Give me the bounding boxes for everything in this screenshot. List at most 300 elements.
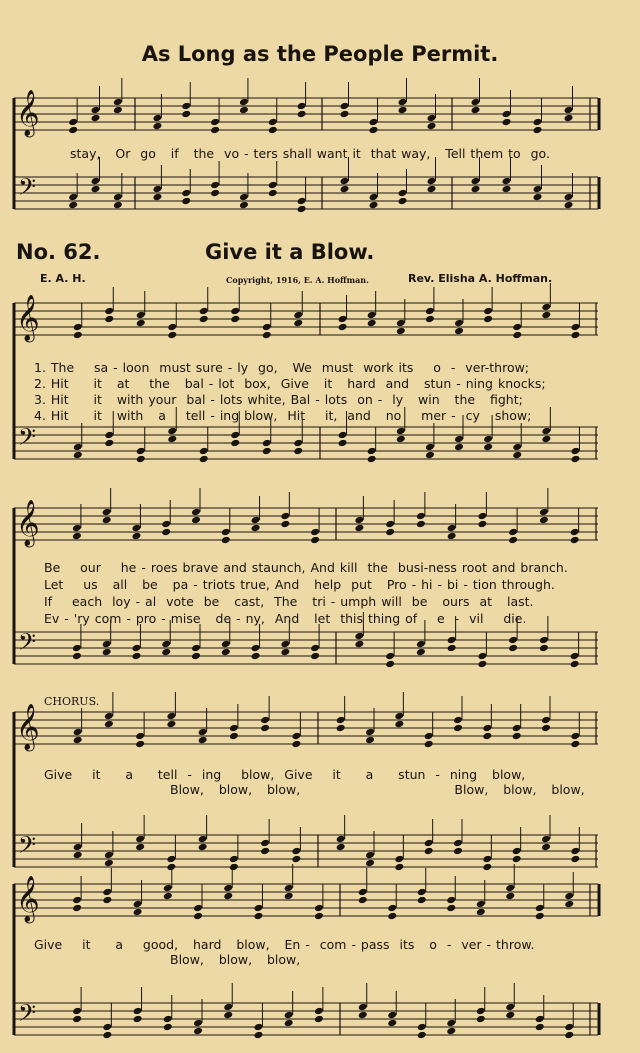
system-1-bass-note	[340, 177, 350, 186]
system-3-bass-note	[354, 640, 364, 649]
system-4-bass-note	[73, 851, 83, 860]
system-1-bass-note	[398, 189, 408, 198]
system-4-bass-note	[394, 863, 404, 872]
system-5-bass-note	[476, 1007, 486, 1016]
system-1-bass-note	[471, 177, 481, 186]
system-3-bass-clef: 𝄢	[18, 628, 37, 661]
system-1-bass-note	[533, 185, 543, 194]
system-5-bass-note	[564, 1023, 574, 1032]
system-3-bass-note	[310, 652, 320, 661]
system-2-treble-note	[262, 331, 272, 340]
system-1-treble-note	[181, 110, 191, 119]
system-5-bass-note	[387, 1011, 397, 1020]
system-4-bass-note	[336, 835, 346, 844]
system-2-treble-clef: 𝄞	[16, 295, 40, 341]
system-2-treble-note	[570, 323, 580, 332]
system-5-treble-note	[417, 896, 427, 905]
system-2-bass-note	[512, 443, 522, 452]
system-1-bass-note	[113, 193, 123, 202]
system-2-treble-note	[483, 315, 493, 324]
hymn-number: No. 62.	[16, 240, 101, 264]
system-1-treble-note	[533, 118, 543, 127]
system-4-treble-note	[260, 716, 270, 725]
system-1-treble-clef: 𝄞	[16, 90, 40, 136]
system-1-treble-note	[369, 118, 379, 127]
system-4-treble-note	[541, 716, 551, 725]
system-4-treble-note	[73, 736, 83, 745]
system-3-treble-note	[191, 516, 201, 525]
system-3-treble-note	[310, 536, 320, 545]
system-3-treble-note	[354, 524, 364, 533]
system-2-treble-note	[136, 311, 146, 320]
system-3-bass-note	[161, 640, 171, 649]
system-5-treble-note	[102, 888, 112, 897]
verse-4-line-2: Ev - 'ry com - pro - mise de - ny, And let this thing of e - vil die.	[44, 611, 527, 626]
system-2-treble-note	[396, 327, 406, 336]
system-4-treble-clef: 𝄞	[16, 704, 40, 750]
system-2-bass-note	[570, 447, 580, 456]
system-3-treble-note	[161, 520, 171, 529]
system-1-bass-note	[369, 201, 379, 210]
system-1-treble-note	[91, 106, 101, 115]
system-2-bass-note	[73, 451, 83, 460]
system-5-treble-note	[446, 896, 456, 905]
system-1-bass-note	[68, 193, 78, 202]
system-5-bass-note	[387, 1019, 397, 1028]
system-1-bass-note	[340, 185, 350, 194]
system-1-treble-note	[471, 98, 481, 107]
system-3-treble-note	[477, 520, 487, 529]
system-5-bass-note	[446, 1019, 456, 1028]
system-5-treble-note	[358, 888, 368, 897]
system-4-treble-note	[424, 732, 434, 741]
system-2-bass-note	[262, 439, 272, 448]
system-2-treble-note	[199, 307, 209, 316]
upper-song-title: As Long as the People Permit.	[141, 42, 499, 66]
system-4-bass-note	[453, 847, 463, 856]
system-5-bass-note	[314, 1007, 324, 1016]
system-1-bass-note	[152, 185, 162, 194]
system-5-treble-note	[387, 904, 397, 913]
system-5-treble-note	[446, 904, 456, 913]
system-5-treble-note	[223, 884, 233, 893]
system-3-treble-note	[539, 508, 549, 517]
system-2-bass-note	[512, 451, 522, 460]
system-4-treble-note	[453, 724, 463, 733]
system-5-bass-note	[223, 1003, 233, 1012]
system-2-treble-note	[512, 331, 522, 340]
system-5-treble-note	[387, 912, 397, 921]
verse-3-line-1: 3. Hit it with your bal - lots white, Bal - lots on - ly win the fight;	[34, 392, 523, 407]
chorus-label: CHORUS.	[44, 695, 100, 708]
system-4-treble-note	[336, 724, 346, 733]
system-5-bass-clef: 𝄢	[18, 999, 37, 1032]
system-2-treble-note	[136, 319, 146, 328]
system-3-bass-note	[477, 660, 487, 669]
system-5-treble-note	[163, 884, 173, 893]
system-5-treble-note	[253, 904, 263, 913]
system-3-bass-note	[251, 644, 261, 653]
system-3-treble-note	[280, 512, 290, 521]
system-4-bass-note	[482, 863, 492, 872]
system-3-treble-note	[280, 520, 290, 529]
system-4-bass-note	[541, 843, 551, 852]
system-1-bass-note	[564, 201, 574, 210]
system-5-bass-note	[193, 1027, 203, 1036]
system-1-treble-note	[68, 118, 78, 127]
chorus-line-2-bass: Blow, blow, blow,	[170, 952, 301, 967]
system-4-treble-note	[229, 724, 239, 733]
hymn-title: Give it a Blow.	[205, 240, 375, 264]
system-1-treble-note	[369, 126, 379, 135]
system-2-bass-note	[230, 439, 240, 448]
system-2-bass-note	[199, 455, 209, 464]
verse-3-line-2: If each loy - al vote be cast, The tri - umph will be ours at last.	[44, 594, 534, 609]
system-3-bass-note	[161, 648, 171, 657]
system-4-treble-note	[570, 732, 580, 741]
system-4-treble-note	[260, 724, 270, 733]
system-2-bass-note	[396, 435, 406, 444]
system-1-bass-note	[268, 181, 278, 190]
system-5-treble-note	[314, 904, 324, 913]
system-5-bass-note	[102, 1023, 112, 1032]
system-5-treble-note	[564, 892, 574, 901]
system-2-bass-note	[199, 447, 209, 456]
system-5-treble-note	[253, 912, 263, 921]
chorus-line-1-bass: Blow, blow, blow, Blow, blow, blow,	[170, 782, 585, 797]
system-1-bass-note	[297, 197, 307, 206]
system-4-bass-note	[198, 835, 208, 844]
system-3-bass-note	[72, 652, 82, 661]
verse-1-line-2: Be our he - roes brave and staunch, And kill the busi-ness root and branch.	[44, 560, 568, 575]
system-5-treble-note	[476, 908, 486, 917]
system-5-bass-note	[358, 1011, 368, 1020]
system-3-bass-note	[310, 644, 320, 653]
system-4-treble-note	[291, 732, 301, 741]
system-5-bass-note	[564, 1031, 574, 1040]
system-2-bass-note	[483, 443, 493, 452]
system-3-bass-note	[385, 660, 395, 669]
system-3-bass-note	[131, 652, 141, 661]
system-1-bass-clef: 𝄢	[18, 173, 37, 206]
system-1-bass-note	[113, 201, 123, 210]
system-4-treble-note	[365, 728, 375, 737]
system-4-treble-note	[198, 736, 208, 745]
system-4-bass-note	[166, 855, 176, 864]
system-1-treble-note	[181, 102, 191, 111]
system-3-bass-note	[570, 660, 580, 669]
system-5-bass-note	[133, 1015, 143, 1024]
system-1-bass-note	[427, 177, 437, 186]
system-2-treble-note	[167, 323, 177, 332]
system-2-treble-note	[199, 315, 209, 324]
system-4-bass-note	[365, 859, 375, 868]
system-2-bass-note	[104, 439, 114, 448]
system-2-treble-note	[104, 315, 114, 324]
system-4-treble-note	[135, 732, 145, 741]
system-2-treble-note	[541, 311, 551, 320]
system-2-bass-note	[367, 447, 377, 456]
system-2-bass-note	[262, 447, 272, 456]
system-4-treble-note	[166, 720, 176, 729]
system-5-bass-note	[284, 1019, 294, 1028]
system-4-treble-note	[198, 728, 208, 737]
system-1-bass-note	[239, 201, 249, 210]
system-1-treble-note	[210, 118, 220, 127]
system-1-treble-note	[268, 126, 278, 135]
system-3-bass-note	[447, 644, 457, 653]
system-4-bass-note	[73, 843, 83, 852]
system-1-bass-note	[502, 185, 512, 194]
system-5-bass-note	[314, 1015, 324, 1024]
system-5-treble-note	[314, 912, 324, 921]
system-4-bass-note	[135, 835, 145, 844]
system-3-bass-note	[280, 648, 290, 657]
system-3-bass-note	[477, 652, 487, 661]
system-2-bass-note	[425, 443, 435, 452]
system-4-bass-note	[291, 855, 301, 864]
system-3-treble-note	[385, 528, 395, 537]
system-1-treble-note	[564, 106, 574, 115]
system-2-bass-note	[136, 455, 146, 464]
system-5-bass-note	[253, 1031, 263, 1040]
system-5-treble-note	[223, 892, 233, 901]
system-1-treble-note	[297, 102, 307, 111]
system-1-bass-note	[210, 181, 220, 190]
system-3-treble-note	[221, 528, 231, 537]
system-3-bass-note	[102, 640, 112, 649]
system-5-bass-note	[535, 1023, 545, 1032]
system-3-treble-note	[102, 508, 112, 517]
system-4-bass-note	[229, 863, 239, 872]
system-3-bass-note	[416, 648, 426, 657]
system-1-treble-note	[564, 114, 574, 123]
system-4-bass-note	[260, 847, 270, 856]
verse-2-line-1: 2. Hit it at the bal - lot box, Give it hard and stun - ning knocks;	[34, 376, 546, 391]
system-2-treble-note	[454, 319, 464, 328]
verse-1-line-1: 1. The sa - loon must sure - ly go, We must work its o - ver-throw;	[34, 360, 530, 375]
system-4-bass-note	[365, 851, 375, 860]
system-3-treble-note	[447, 524, 457, 533]
system-2-treble-note	[73, 331, 83, 340]
system-4-bass-note	[570, 847, 580, 856]
system-5-bass-note	[446, 1027, 456, 1036]
system-4-bass-note	[291, 847, 301, 856]
system-2-bass-note	[367, 455, 377, 464]
system-5-treble-note	[564, 900, 574, 909]
system-3-bass-note	[102, 648, 112, 657]
system-3-treble-note	[385, 520, 395, 529]
system-2-bass-note	[454, 443, 464, 452]
system-4-treble-note	[336, 716, 346, 725]
system-2-treble-note	[230, 307, 240, 316]
system-4-bass-note	[482, 855, 492, 864]
system-3-bass-note	[72, 644, 82, 653]
system-4-treble-note	[424, 740, 434, 749]
system-4-treble-note	[394, 712, 404, 721]
system-3-bass-note	[251, 652, 261, 661]
system-3-treble-note	[508, 536, 518, 545]
system-4-bass-note	[453, 839, 463, 848]
system-1-treble-note	[91, 114, 101, 123]
system-4-treble-note	[394, 720, 404, 729]
system-3-bass-note	[221, 648, 231, 657]
system-3-treble-clef: 𝄞	[16, 500, 40, 546]
system-5-bass-note	[253, 1023, 263, 1032]
system-2-treble-note	[230, 315, 240, 324]
system-4-treble-note	[166, 712, 176, 721]
system-1-bass-note	[152, 193, 162, 202]
system-2-treble-note	[262, 323, 272, 332]
system-3-bass-note	[508, 644, 518, 653]
chorus-line-1: Give it a tell - ing blow, Give it a stun - ning blow,	[44, 767, 526, 782]
system-4-bass-note	[394, 855, 404, 864]
system-4-bass-note	[424, 847, 434, 856]
system-4-treble-note	[482, 724, 492, 733]
system-2-bass-note	[230, 431, 240, 440]
author-initials: E. A. H.	[40, 272, 86, 285]
system-1-bass-note	[502, 177, 512, 186]
system-1-bass-note	[297, 205, 307, 214]
system-3-treble-note	[310, 528, 320, 537]
system-1-treble-note	[427, 114, 437, 123]
system-1-treble-note	[210, 126, 220, 135]
system-1-bass-note	[68, 201, 78, 210]
system-2-treble-note	[396, 319, 406, 328]
system-1-treble-note	[268, 118, 278, 127]
system-2-treble-note	[541, 303, 551, 312]
system-2-treble-note	[367, 311, 377, 320]
system-4-bass-note	[336, 843, 346, 852]
system-2-bass-note	[136, 447, 146, 456]
system-5-bass-note	[417, 1023, 427, 1032]
system-2-treble-note	[293, 319, 303, 328]
system-1-bass-note	[533, 193, 543, 202]
system-2-treble-note	[570, 331, 580, 340]
system-1-treble-note	[502, 118, 512, 127]
system-2-bass-note	[454, 435, 464, 444]
system-1-treble-note	[68, 126, 78, 135]
system-2-treble-note	[425, 315, 435, 324]
system-2-bass-note	[396, 427, 406, 436]
system-3-bass-note	[447, 636, 457, 645]
system-2-treble-note	[338, 315, 348, 324]
upper-song-lyric: stay, Or go if the vo - ters shall want it that way, Tell them to go.	[70, 146, 550, 161]
system-5-treble-note	[133, 908, 143, 917]
system-2-bass-note	[541, 435, 551, 444]
system-1-bass-note	[91, 185, 101, 194]
chorus-line-2: Give it a good, hard blow, En - com - pass its o - ver - throw.	[34, 937, 535, 952]
system-3-bass-note	[191, 644, 201, 653]
system-5-bass-note	[223, 1011, 233, 1020]
system-2-treble-note	[104, 307, 114, 316]
system-4-bass-note	[512, 855, 522, 864]
system-2-bass-note	[570, 455, 580, 464]
system-2-treble-note	[483, 307, 493, 316]
system-3-bass-note	[385, 652, 395, 661]
system-5-bass-note	[163, 1015, 173, 1024]
system-3-bass-note	[539, 636, 549, 645]
system-4-bass-note	[104, 851, 114, 860]
system-1-bass-note	[239, 193, 249, 202]
system-5-bass-note	[133, 1007, 143, 1016]
system-4-bass-note	[424, 839, 434, 848]
system-3-treble-note	[102, 516, 112, 525]
copyright-notice: Copyright, 1916, E. A. Hoffman.	[226, 275, 369, 285]
system-3-treble-note	[131, 524, 141, 533]
system-4-treble-note	[104, 712, 114, 721]
system-4-bass-note	[229, 855, 239, 864]
system-3-bass-note	[508, 636, 518, 645]
system-5-treble-note	[193, 904, 203, 913]
system-1-bass-note	[398, 197, 408, 206]
system-1-bass-note	[564, 193, 574, 202]
system-3-treble-note	[508, 528, 518, 537]
system-4-treble-note	[541, 724, 551, 733]
system-3-bass-note	[354, 632, 364, 641]
system-5-treble-note	[163, 892, 173, 901]
system-5-treble-note	[417, 888, 427, 897]
system-2-treble-note	[73, 323, 83, 332]
system-5-bass-note	[505, 1011, 515, 1020]
system-3-treble-note	[251, 524, 261, 533]
system-4-treble-note	[104, 720, 114, 729]
system-4-treble-note	[229, 732, 239, 741]
system-4-bass-note	[570, 855, 580, 864]
system-3-bass-note	[416, 640, 426, 649]
system-3-treble-note	[72, 532, 82, 541]
system-1-treble-note	[340, 102, 350, 111]
system-3-treble-note	[570, 536, 580, 545]
system-2-treble-note	[454, 327, 464, 336]
system-4-bass-note	[104, 859, 114, 868]
system-5-treble-note	[535, 912, 545, 921]
system-1-treble-note	[471, 106, 481, 115]
system-4-bass-note	[541, 835, 551, 844]
system-4-treble-note	[512, 724, 522, 733]
system-2-bass-note	[483, 435, 493, 444]
system-3-bass-note	[191, 652, 201, 661]
system-1-bass-note	[471, 185, 481, 194]
system-1-treble-note	[239, 98, 249, 107]
system-3-treble-note	[161, 528, 171, 537]
system-3-treble-note	[251, 516, 261, 525]
system-2-bass-note	[104, 431, 114, 440]
system-2-bass-note	[541, 427, 551, 436]
system-4-bass-note	[260, 839, 270, 848]
system-5-treble-note	[193, 912, 203, 921]
system-2-bass-note	[167, 427, 177, 436]
system-2-treble-note	[167, 331, 177, 340]
system-3-treble-note	[447, 532, 457, 541]
system-3-treble-note	[191, 508, 201, 517]
system-4-treble-note	[291, 740, 301, 749]
system-2-bass-note	[167, 435, 177, 444]
system-3-treble-note	[416, 520, 426, 529]
system-4-treble-note	[135, 740, 145, 749]
system-4-treble-note	[570, 740, 580, 749]
system-4-bass-note	[198, 843, 208, 852]
system-1-treble-note	[398, 98, 408, 107]
system-1-treble-note	[239, 106, 249, 115]
system-5-treble-note	[72, 896, 82, 905]
system-4-treble-note	[482, 732, 492, 741]
system-2-bass-note	[338, 439, 348, 448]
system-2-treble-note	[512, 323, 522, 332]
system-1-bass-note	[210, 189, 220, 198]
system-5-treble-note	[133, 900, 143, 909]
system-4-treble-note	[512, 732, 522, 741]
